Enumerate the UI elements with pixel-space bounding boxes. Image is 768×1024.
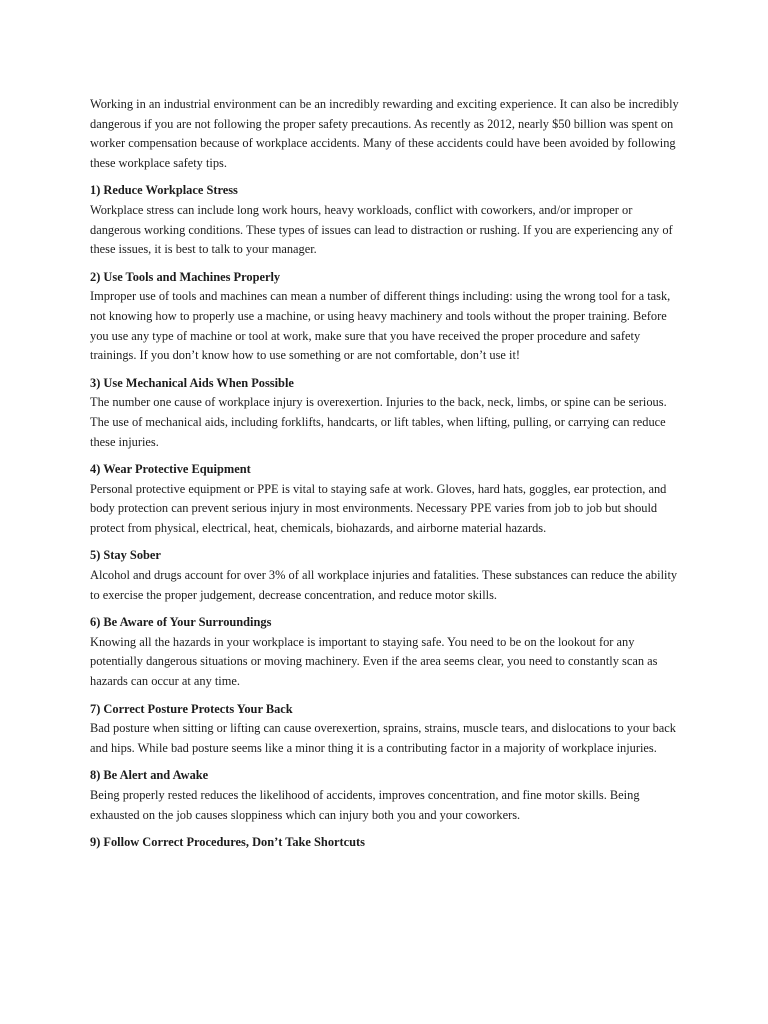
- tip-heading: 3) Use Mechanical Aids When Possible: [90, 375, 294, 390]
- intro-paragraph: Working in an industrial environment can be an incredibly rewarding and exciting experience. It can also be incredibly dangerous if you are not following the proper safety precautions. As recently as 2012, nearly $50 billion was spent on worker compensation because of workplace accidents. Many of these accidents could have been avoided by following these workplace safety tips.: [90, 97, 679, 170]
- tip-heading: 8) Be Alert and Awake: [90, 768, 209, 783]
- tip-heading: 9) Follow Correct Procedures, Don’t Take Shortcuts: [90, 835, 365, 850]
- tip-body: Bad posture when sitting or lifting can cause overexertion, sprains, strains, muscle tears, and dislocations to your back and hips. While bad posture seems like a minor thing it is a contributing factor in a majority of workplace injuries.: [90, 721, 677, 755]
- tip-section-4: [90, 460, 682, 538]
- tip-heading: 6) Be Aware of Your Surroundings: [90, 615, 272, 630]
- tip-section-6: [90, 613, 682, 691]
- tip-body: Knowing all the hazards in your workplace is important to staying safe. You need to be on the lookout for any potentially dangerous situations or moving machinery. Even if the area seems clear, you need to constantly scan as hazards can occur at any time.: [90, 634, 658, 689]
- tip-section-2: [90, 268, 682, 366]
- tip-body: Workplace stress can include long work hours, heavy workloads, conflict with coworkers, and/or improper or dangerous working conditions. These types of issues can lead to distraction or rushing. If you are experiencing any of these issues, it is best to talk to your manager.: [90, 202, 673, 257]
- tip-heading: 2) Use Tools and Machines Properly: [90, 269, 281, 284]
- tip-body: The number one cause of workplace injury is overexertion. Injuries to the back, neck, limbs, or spine can be serious. The use of mechanical aids, including forklifts, handcarts, or lift tables, when lifting, pulling, or carrying can reduce these injuries.: [90, 395, 667, 449]
- document-page: [90, 95, 682, 861]
- tip-section-1: [90, 181, 682, 259]
- tip-section-5: [90, 546, 682, 605]
- tip-section-8: [90, 766, 682, 825]
- tip-section-3: [90, 374, 682, 452]
- tip-section-7: [90, 700, 682, 759]
- tip-heading: 4) Wear Protective Equipment: [90, 462, 251, 477]
- tip-heading: 1) Reduce Workplace Stress: [90, 183, 238, 198]
- tip-body: Improper use of tools and machines can mean a number of different things including: using the wrong tool for a task, not knowing how to properly use a machine, or using heavy machinery and tools without the proper training. Before you use any type of machine or tool at work, make sure that you have received the proper procedure and safety trainings. If you don’t know how to use something or are not comfortable, don’t use it!: [90, 289, 671, 363]
- tip-body: Being properly rested reduces the likelihood of accidents, improves concentration, and fine motor skills. Being exhausted on the job causes sloppiness which can injury both you and your coworkers.: [90, 788, 640, 822]
- tip-body: Alcohol and drugs account for over 3% of all workplace injuries and fatalities. These substances can reduce the ability to exercise the proper judgement, decrease concentration, and reduce motor skills.: [90, 568, 678, 602]
- tip-section-9: [90, 833, 682, 853]
- tip-body: Personal protective equipment or PPE is vital to staying safe at work. Gloves, hard hats, goggles, ear protection, and body protection can prevent serious injury in most environments. Necessary PPE varies from job to job but should protect from physical, electrical, heat, chemicals, biohazards, and airborne material hazards.: [90, 481, 667, 535]
- tip-heading: 5) Stay Sober: [90, 548, 161, 563]
- tip-heading: 7) Correct Posture Protects Your Back: [90, 701, 293, 716]
